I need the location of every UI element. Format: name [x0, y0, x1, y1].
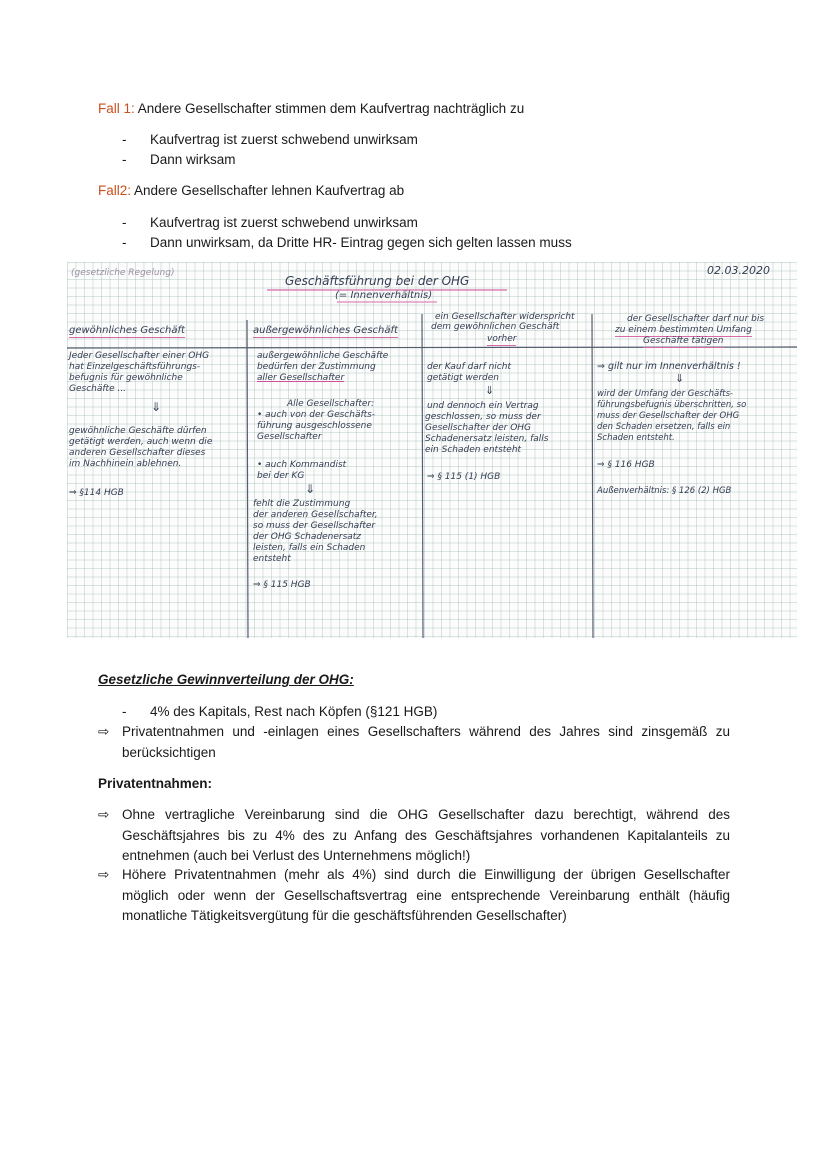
col2-line: außergewöhnliche Geschäfte — [257, 351, 389, 361]
col2-line: bei der KG — [257, 471, 305, 481]
col4-arrow: ⇓ — [675, 372, 685, 385]
bullet-text: Kaufvertrag ist zuerst schwebend unwirksam — [150, 132, 418, 147]
col3-line: geschlossen, so muss der — [425, 412, 541, 422]
col3-line: ein Schaden entsteht — [425, 445, 522, 455]
fall2-bullet-1 — [122, 214, 418, 232]
handwritten-notes-image — [67, 262, 797, 638]
fall1-heading — [98, 100, 524, 118]
dash: - — [122, 132, 127, 147]
col1-line: Jeder Gesellschafter einer OHG — [69, 351, 210, 361]
column-divider-1 — [247, 320, 248, 638]
col2-line: Gesellschafter — [257, 432, 322, 442]
col2-line: so muss der Gesellschafter — [253, 521, 376, 531]
column-divider-3 — [592, 314, 593, 638]
col2-line: führung ausgeschlossene — [257, 421, 372, 431]
gewinn-arrow-item — [98, 722, 730, 763]
col3-line: Gesellschafter der OHG — [425, 423, 532, 433]
col2-ref: ⇒ § 115 HGB — [253, 580, 311, 590]
col2-line: • auch Kommandist — [257, 460, 347, 470]
header-gewoehnlich: gewöhnliches Geschäft — [69, 325, 185, 336]
col2-line: Alle Gesellschafter: — [287, 399, 375, 409]
col3-ref: ⇒ § 115 (1) HGB — [427, 472, 501, 482]
dash: - — [122, 215, 127, 230]
fall2-text: Andere Gesellschafter lehnen Kaufvertrag ab — [131, 183, 405, 198]
bullet-text: 4% des Kapitals, Rest nach Köpfen (§121 HGB) — [150, 704, 438, 719]
col2-line: aller Gesellschafter — [257, 373, 345, 383]
header-c4-line1: der Gesellschafter darf nur bis — [627, 314, 765, 324]
col2-line: der OHG Schadenersatz — [253, 532, 362, 542]
col1-line: anderen Gesellschafter dieses — [69, 448, 206, 458]
arrow-item-text: Ohne vertragliche Vereinbarung sind die OHG Gesellschafter dazu berechtigt, während des Geschäftsjahres bis zu 4% des zu Anfang des Geschäftsjahres vorhandenen Kapitalanteils zu entnehmen (auch bei Verlust des Unternehmens möglich!) — [122, 807, 730, 863]
col4-line: führungsbefugnis überschritten, so — [597, 400, 747, 410]
header-c4-line3: Geschäfte tätigen — [643, 336, 724, 346]
col2-line: fehlt die Zustimmung — [253, 499, 351, 509]
dash: - — [122, 235, 127, 250]
fall2-label: Fall2: — [98, 183, 132, 198]
privat-item-2 — [98, 865, 730, 927]
privat-item-1 — [98, 805, 730, 867]
col2-line: leisten, falls ein Schaden — [253, 543, 366, 553]
col2-line: • auch von der Geschäfts- — [257, 410, 376, 420]
col3-line: Schadenersatz leisten, falls — [425, 434, 549, 444]
bullet-text: Kaufvertrag ist zuerst schwebend unwirksam — [150, 215, 418, 230]
col2-line: entsteht — [253, 554, 291, 564]
note-title-line2: (= Innenverhältnis) — [335, 290, 433, 301]
arrow-item-text: Höhere Privatentnahmen (mehr als 4%) sind durch die Einwilligung der übrigen Gesellschafter möglich oder wenn der Gesellschaftsvertrag eine entsprechende Vereinbarung enthält (häufig monatliche Tätigkeitsvergütung für die geschäftsführenden Gesellschafter) — [122, 867, 730, 923]
header-c3-line1: ein Gesellschafter widerspricht — [435, 312, 575, 322]
fall2-heading — [98, 182, 404, 200]
col3-line: der Kauf darf nicht — [427, 362, 511, 372]
bullet-text: Dann unwirksam, da Dritte HR- Eintrag gegen sich gelten lassen muss — [150, 235, 572, 250]
arrow-icon: ⇨ — [98, 867, 110, 882]
fall1-bullet-1 — [122, 131, 418, 149]
bullet-text: Dann wirksam — [150, 152, 236, 167]
fall1-text: Andere Gesellschafter stimmen dem Kaufvertrag nachträglich zu — [134, 101, 525, 116]
header-aussergewoehnlich: außergewöhnliches Geschäft — [253, 325, 398, 336]
gewinn-title: Gesetzliche Gewinnverteilung der OHG: — [98, 672, 354, 687]
arrow-icon: ⇨ — [98, 724, 110, 739]
header-c3-line3: vorher — [487, 334, 517, 344]
arrow-item-text: Privatentnahmen und -einlagen eines Gesellschafters während des Jahres sind zinsgemäß zu berücksichtigen — [122, 724, 730, 760]
dash: - — [122, 704, 127, 719]
col1-arrow: ⇓ — [151, 400, 162, 414]
col1-ref: ⇒ §114 HGB — [69, 488, 124, 498]
col2-line: bedürfen der Zustimmung — [257, 362, 376, 372]
col2-line: der anderen Gesellschafter, — [253, 510, 378, 520]
col1-line: gewöhnliche Geschäfte dürfen — [69, 426, 207, 436]
col1-line: hat Einzelgeschäftsführungs- — [69, 362, 201, 372]
arrow-icon: ⇨ — [98, 807, 110, 822]
col1-line: im Nachhinein ablehnen. — [69, 459, 182, 469]
col4-line: muss der Gesellschafter der OHG — [597, 411, 740, 421]
col2-arrow: ⇓ — [305, 482, 316, 496]
col4-line: ⇒ gilt nur im Innenverhältnis ! — [597, 361, 741, 372]
gewinn-bullet — [122, 703, 437, 721]
note-date: 02.03.2020 — [707, 264, 770, 277]
corner-note: (gesetzliche Regelung) — [71, 268, 175, 278]
dash: - — [122, 152, 127, 167]
fall1-bullet-2 — [122, 151, 236, 169]
col3-line: und dennoch ein Vertrag — [427, 401, 539, 411]
fall1-label: Fall 1: — [98, 101, 135, 116]
col3-line: getätigt werden — [427, 373, 499, 383]
col4-line: Schaden entsteht. — [597, 433, 675, 443]
col1-line: getätigt werden, auch wenn die — [69, 437, 213, 447]
header-c3-line2: dem gewöhnlichen Geschäft — [431, 322, 560, 332]
column-divider-2 — [422, 314, 423, 638]
header-c4-line2: zu einem bestimmten Umfang — [615, 325, 752, 335]
col4-ref-aussen: Außenverhältnis: § 126 (2) HGB — [597, 486, 732, 496]
col4-ref: ⇒ § 116 HGB — [597, 460, 655, 470]
fall2-bullet-2 — [122, 234, 572, 252]
col1-line: befugnis für gewöhnliche — [69, 373, 183, 383]
col3-arrow: ⇓ — [485, 384, 495, 397]
privat-title: Privatentnahmen: — [98, 776, 213, 791]
col1-line: Geschäfte ... — [69, 384, 127, 394]
col4-line: den Schaden ersetzen, falls ein — [597, 422, 731, 432]
note-title-line1: Geschäftsführung bei der OHG — [285, 274, 470, 288]
col4-line: wird der Umfang der Geschäfts- — [597, 389, 734, 399]
